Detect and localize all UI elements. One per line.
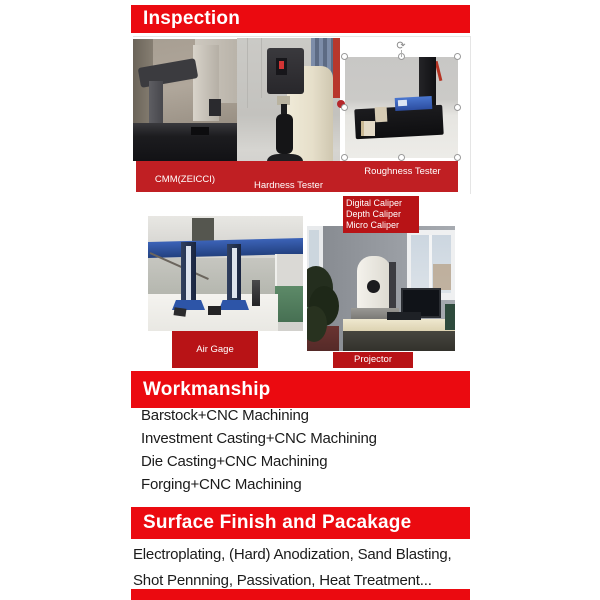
projector-label-box bbox=[333, 352, 413, 368]
surface-line-2: Shot Pennning, Passivation, Heat Treatment... bbox=[133, 572, 432, 589]
ag-base-2 bbox=[219, 300, 249, 310]
workmanship-item-4: Forging+CNC Machining bbox=[141, 476, 302, 493]
caliper-line-2: Depth Caliper bbox=[346, 209, 402, 219]
projector-photo[interactable] bbox=[307, 226, 455, 351]
rg-spool bbox=[361, 121, 375, 136]
workmanship-list bbox=[141, 404, 466, 496]
pj-building-view bbox=[433, 264, 451, 290]
surface-text bbox=[133, 542, 470, 594]
handle-mid-left[interactable] bbox=[341, 104, 348, 111]
handle-top-right[interactable] bbox=[454, 53, 461, 60]
ag-scale-1 bbox=[186, 246, 191, 300]
cmm-part bbox=[191, 127, 209, 135]
hd-anvil-column bbox=[276, 114, 293, 154]
hardness-label: Hardness Tester bbox=[254, 180, 323, 191]
cmm-controller bbox=[209, 99, 221, 116]
hd-wall-line2 bbox=[261, 38, 262, 98]
surface-banner bbox=[131, 507, 470, 539]
pj-desk bbox=[343, 319, 455, 331]
projector-label: Projector bbox=[353, 354, 392, 365]
ag-plug-2 bbox=[208, 306, 221, 315]
inspection-banner bbox=[131, 5, 470, 33]
workmanship-item-1: Barstock+CNC Machining bbox=[141, 407, 309, 424]
pj-binder bbox=[445, 304, 455, 330]
hd-wall-line bbox=[247, 38, 248, 108]
workmanship-title: Workmanship bbox=[143, 379, 271, 400]
handle-mid-right[interactable] bbox=[454, 104, 461, 111]
pj-keyboard bbox=[387, 312, 421, 320]
handle-bottom-left[interactable] bbox=[341, 154, 348, 161]
ag-plug-1 bbox=[174, 307, 187, 317]
air-gage-photo[interactable] bbox=[148, 216, 303, 331]
handle-bottom-mid[interactable] bbox=[398, 154, 405, 161]
workmanship-item-2: Investment Casting+CNC Machining bbox=[141, 430, 377, 447]
ag-right-wall bbox=[275, 254, 303, 290]
ag-cylinder-gauge bbox=[252, 280, 260, 306]
hardness-photo[interactable] bbox=[237, 38, 340, 178]
ag-green-band bbox=[275, 286, 303, 322]
ag-scale-2 bbox=[232, 248, 237, 298]
cmm-granite-table bbox=[133, 123, 237, 161]
rotate-handle-icon[interactable]: ⟳ bbox=[396, 40, 406, 52]
rg-holder bbox=[375, 107, 388, 123]
handle-top-left[interactable] bbox=[341, 53, 348, 60]
pj-machine-column bbox=[389, 262, 396, 312]
surface-title: Surface Finish and Pacakage bbox=[143, 512, 412, 533]
pj-under-desk bbox=[343, 331, 455, 351]
rg-drive-label bbox=[398, 100, 407, 106]
roughness-photo[interactable] bbox=[345, 57, 458, 158]
workmanship-banner bbox=[131, 371, 470, 408]
caliper-line-1: Digital Caliper bbox=[346, 198, 403, 208]
pj-window-mullion bbox=[429, 235, 432, 293]
air-gage-label: Air Gage bbox=[196, 344, 234, 355]
bottom-red-bar bbox=[131, 589, 470, 600]
handle-bottom-right[interactable] bbox=[454, 154, 461, 161]
hd-rack-red-pole bbox=[333, 38, 340, 98]
surface-line-1: Electroplating, (Hard) Anodization, Sand Blasting, bbox=[133, 546, 452, 563]
workmanship-item-3: Die Casting+CNC Machining bbox=[141, 453, 328, 470]
caliper-line-3: Micro Caliper bbox=[346, 220, 400, 230]
cmm-photo[interactable] bbox=[133, 39, 237, 161]
pj-lens bbox=[367, 280, 380, 293]
air-gage-label-box bbox=[172, 331, 258, 368]
hd-display-red-icon bbox=[279, 61, 284, 69]
inspection-title: Inspection bbox=[143, 8, 241, 29]
roughness-label: Roughness Tester bbox=[364, 166, 441, 177]
cmm-label: CMM(ZEICCI) bbox=[154, 174, 216, 185]
caliper-note-box bbox=[343, 196, 419, 233]
hd-indenter bbox=[281, 104, 287, 114]
